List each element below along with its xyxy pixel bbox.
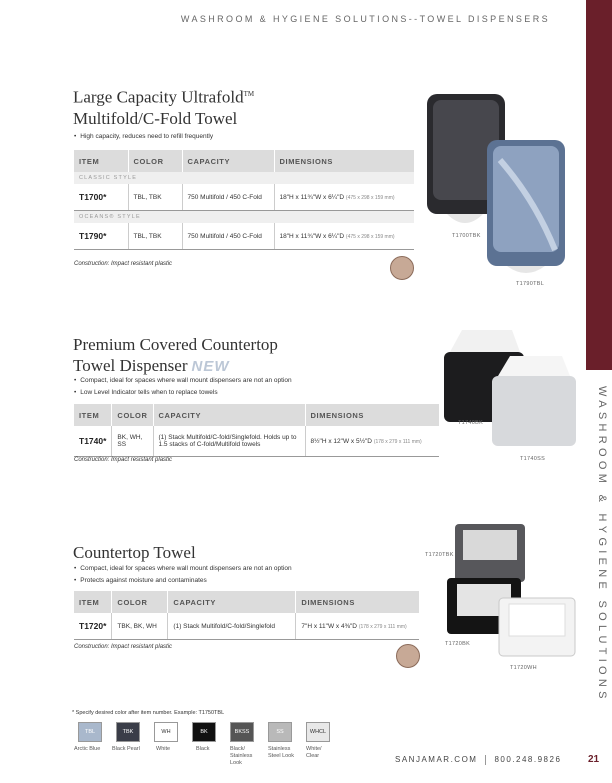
side-section-text: WASHROOM & HYGIENE SOLUTIONS — [596, 386, 608, 703]
footer — [395, 755, 561, 765]
style-row — [74, 172, 414, 184]
item-capacity: 750 Multifold / 450 C-Fold — [182, 223, 274, 250]
col-capacity: CAPACITY — [182, 150, 274, 172]
product-image-t1700-t1790 — [425, 90, 570, 290]
section1-bullets — [74, 133, 213, 145]
item-number: T1790* — [74, 223, 128, 250]
table-row — [74, 184, 414, 211]
style-label: OCEANS® STYLE — [74, 211, 414, 224]
bullet: • Low Level Indicator tells when to replace towels — [74, 389, 292, 396]
item-dimensions: 18"H x 11¾"W x 6¼"D (475 x 298 x 159 mm) — [274, 223, 414, 250]
section3-title: Countertop Towel — [73, 543, 196, 562]
table-header-row — [74, 150, 414, 172]
swatch-tbk: TBK — [116, 722, 140, 742]
section2-spec-table — [74, 404, 439, 457]
swatch-bk: BK — [192, 722, 216, 742]
table-header-row — [74, 591, 419, 613]
swatch-label: Stainless Steel Look — [268, 746, 294, 759]
footer-divider — [485, 755, 486, 765]
swatch-label: White — [156, 746, 171, 752]
product-label: T1720TBK — [425, 552, 454, 558]
col-capacity: CAPACITY — [153, 404, 305, 426]
swatch-tbl: TBL — [78, 722, 102, 742]
table-row — [74, 613, 419, 640]
swatch-label: Black Pearl — [112, 746, 140, 752]
section2-bullets — [74, 377, 292, 401]
item-color: TBL, TBK — [128, 223, 182, 250]
section1-spec-table — [74, 150, 414, 250]
item-capacity: 750 Multifold / 450 C-Fold — [182, 184, 274, 211]
swatch-label: Arctic Blue — [74, 746, 101, 752]
table-header-row — [74, 404, 439, 426]
item-number: T1720* — [74, 613, 112, 640]
table-row — [74, 426, 439, 457]
product-label: T1720WH — [510, 665, 537, 671]
bullet: • Compact, ideal for spaces where wall mount dispensers are not an option — [74, 377, 292, 384]
phone-number: 800.248.9826 — [494, 755, 562, 765]
item-number: T1740* — [74, 426, 112, 457]
section1-construction: Construction: Impact resistant plastic — [74, 261, 173, 267]
item-color: TBK, BK, WH — [112, 613, 168, 640]
section2-title: Premium Covered Countertop Towel Dispenser NEW — [73, 335, 278, 375]
col-dimensions: DIMENSIONS — [274, 150, 414, 172]
product-image-t1740 — [440, 326, 580, 456]
product-label: T1720BK — [445, 641, 471, 647]
col-dimensions: DIMENSIONS — [296, 591, 419, 613]
section1-title: Large Capacity Ultrafold™ Multifold/C-Fold Towel — [73, 87, 255, 128]
bullet: • Protects against moisture and contaminates — [74, 577, 292, 584]
col-capacity: CAPACITY — [168, 591, 296, 613]
page-number: 21 — [588, 754, 600, 765]
col-color: COLOR — [112, 591, 168, 613]
swatch-label: White/ Clear — [306, 746, 322, 759]
product-label: T1700TBK — [452, 233, 481, 239]
item-dimensions: 8½"H x 12"W x 5½"D (178 x 279 x 111 mm) — [305, 426, 439, 457]
style-row — [74, 211, 414, 224]
item-number: T1700* — [74, 184, 128, 211]
col-dimensions: DIMENSIONS — [305, 404, 439, 426]
item-capacity: (1) Stack Multifold/C-fold/Singlefold. Holds up to 1.5 stacks of C-fold/Multifold towels — [153, 426, 305, 457]
item-dimensions: 7"H x 11"W x 4⅜"D (178 x 279 x 111 mm) — [296, 613, 419, 640]
bullet: • Compact, ideal for spaces where wall mount dispensers are not an option — [74, 565, 292, 572]
product-label: T1740SS — [520, 456, 546, 462]
swatch-bkss: BKSS — [230, 722, 254, 742]
swatch-label: Black/ Stainless Look — [230, 746, 253, 766]
item-dimensions: 18"H x 11¾"W x 6¼"D (475 x 298 x 159 mm) — [274, 184, 414, 211]
style-label: CLASSIC STYLE — [74, 172, 414, 184]
antimicrobial-hand-icon — [390, 256, 414, 280]
side-color-bar — [586, 0, 612, 370]
bullet: • High capacity, reduces need to refill frequently — [74, 133, 213, 140]
swatch-wh: WH — [154, 722, 178, 742]
product-label: T1790TBL — [516, 281, 545, 287]
section3-spec-table — [74, 591, 419, 640]
new-badge: NEW — [191, 358, 230, 375]
section2-construction: Construction: Impact resistant plastic — [74, 457, 173, 463]
section3-construction: Construction: Impact resistant plastic — [74, 644, 173, 650]
swatch-ss: SS — [268, 722, 292, 742]
col-color: COLOR — [112, 404, 153, 426]
color-note: * Specify desired color after item number. Example: T1750TBL — [72, 710, 225, 716]
table-row — [74, 223, 414, 250]
product-label: T1740BK — [458, 420, 484, 426]
swatch-whcl: WHCL — [306, 722, 330, 742]
col-item: ITEM — [74, 150, 128, 172]
item-color: BK, WH, SS — [112, 426, 153, 457]
section3-bullets — [74, 565, 292, 589]
website-link[interactable]: SANJAMAR.COM — [395, 755, 478, 765]
swatch-label: Black — [196, 746, 210, 752]
col-item: ITEM — [74, 404, 112, 426]
item-capacity: (1) Stack Multifold/C-fold/Singlefold — [168, 613, 296, 640]
col-color: COLOR — [128, 150, 182, 172]
item-color: TBL, TBK — [128, 184, 182, 211]
col-item: ITEM — [74, 591, 112, 613]
antimicrobial-hand-icon — [396, 644, 420, 668]
page-header: WASHROOM & HYGIENE SOLUTIONS--TOWEL DISPENSERS — [180, 14, 550, 24]
